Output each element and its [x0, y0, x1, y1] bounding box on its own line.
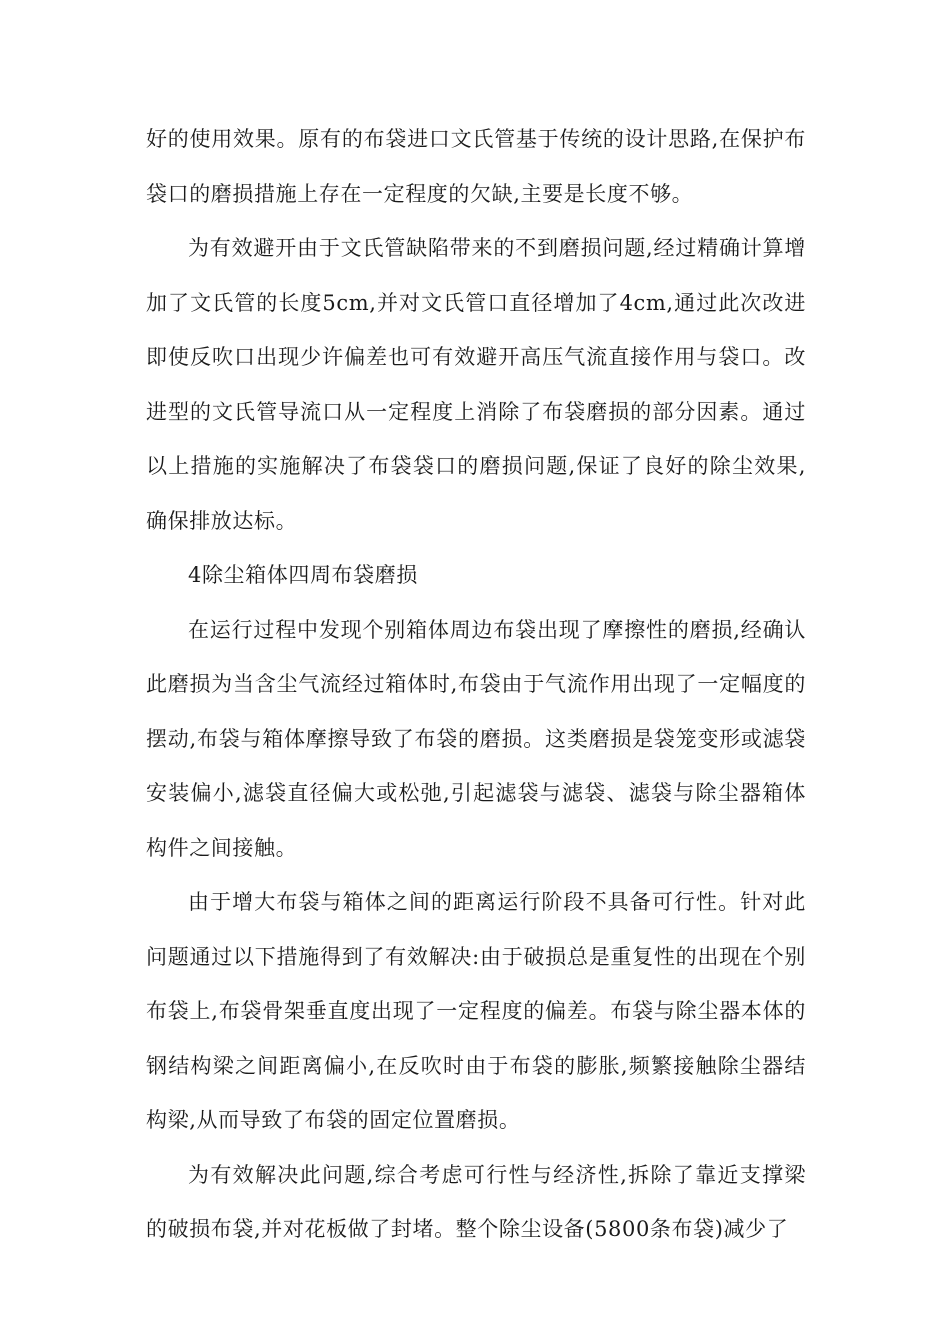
document-body: [146, 112, 806, 1257]
paragraph-2: 为有效避开由于文氏管缺陷带来的不到磨损问题,经过精确计算增加了文氏管的长度5cm,并对文氏管口直径增加了4cm,通过此次改进即使反吹口出现少许偏差也可有效避开高压气流直接作用与袋口。改进型的文氏管导流口从一定程度上消除了布袋磨损的部分因素。通过以上措施的实施解决了布袋袋口的磨损问题,保证了良好的除尘效果,确保排放达标。: [146, 236, 806, 533]
paragraph-5: 为有效解决此问题,综合考虑可行性与经济性,拆除了靠近支撑梁的破损布袋,并对花板做了封堵。整个除尘设备(5800条布袋)减少了: [146, 1162, 806, 1241]
paragraph-3: 在运行过程中发现个别箱体周边布袋出现了摩擦性的磨损,经确认此磨损为当含尘气流经过箱体时,布袋由于气流作用出现了一定幅度的摆动,布袋与箱体摩擦导致了布袋的磨损。这类磨损是袋笼变形或滤袋安装偏小,滤袋直径偏大或松弛,引起滤袋与滤袋、滤袋与除尘器箱体构件之间接触。: [146, 617, 806, 860]
paragraph-4: 由于增大布袋与箱体之间的距离运行阶段不具备可行性。针对此问题通过以下措施得到了有效解决:由于破损总是重复性的出现在个别布袋上,布袋骨架垂直度出现了一定程度的偏差。布袋与除尘器本体的钢结构梁之间距离偏小,在反吹时由于布袋的膨胀,频繁接触除尘器结构梁,从而导致了布袋的固定位置磨损。: [146, 890, 806, 1132]
section-heading: 4除尘箱体四周布袋磨损: [188, 563, 418, 587]
paragraph-1: 好的使用效果。原有的布袋进口文氏管基于传统的设计思路,在保护布袋口的磨损措施上存在一定程度的欠缺,主要是长度不够。: [146, 127, 806, 206]
